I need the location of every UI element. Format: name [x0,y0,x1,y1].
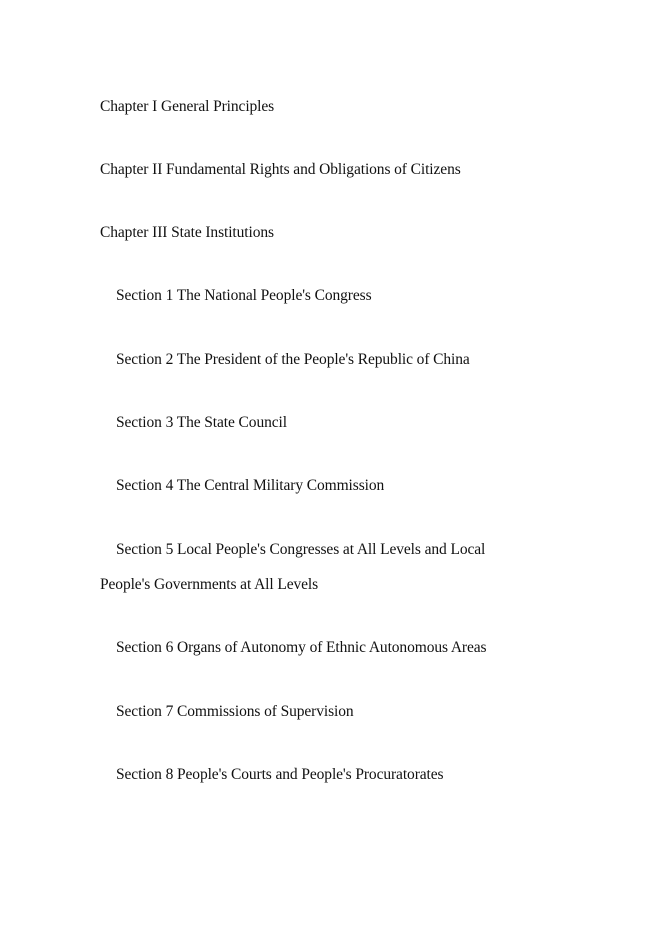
toc-chapter-2: Chapter II Fundamental Rights and Obligations of Citizens [100,161,461,178]
toc-section-3: Section 3 The State Council [116,414,287,431]
toc-section-1: Section 1 The National People's Congress [116,287,372,304]
toc-chapter-3: Chapter III State Institutions [100,224,274,241]
toc-section-8: Section 8 People's Courts and People's Procuratorates [116,766,444,783]
toc-section-6: Section 6 Organs of Autonomy of Ethnic Autonomous Areas [116,639,487,656]
toc-section-2: Section 2 The President of the People's Republic of China [116,351,470,368]
toc-section-5-line-1: Section 5 Local People's Congresses at All Levels and Local [116,541,486,558]
toc-section-5-line-2: People's Governments at All Levels [100,576,319,593]
toc-section-4: Section 4 The Central Military Commission [116,477,385,494]
toc-section-7: Section 7 Commissions of Supervision [116,703,354,720]
toc-chapter-1: Chapter I General Principles [100,98,275,115]
